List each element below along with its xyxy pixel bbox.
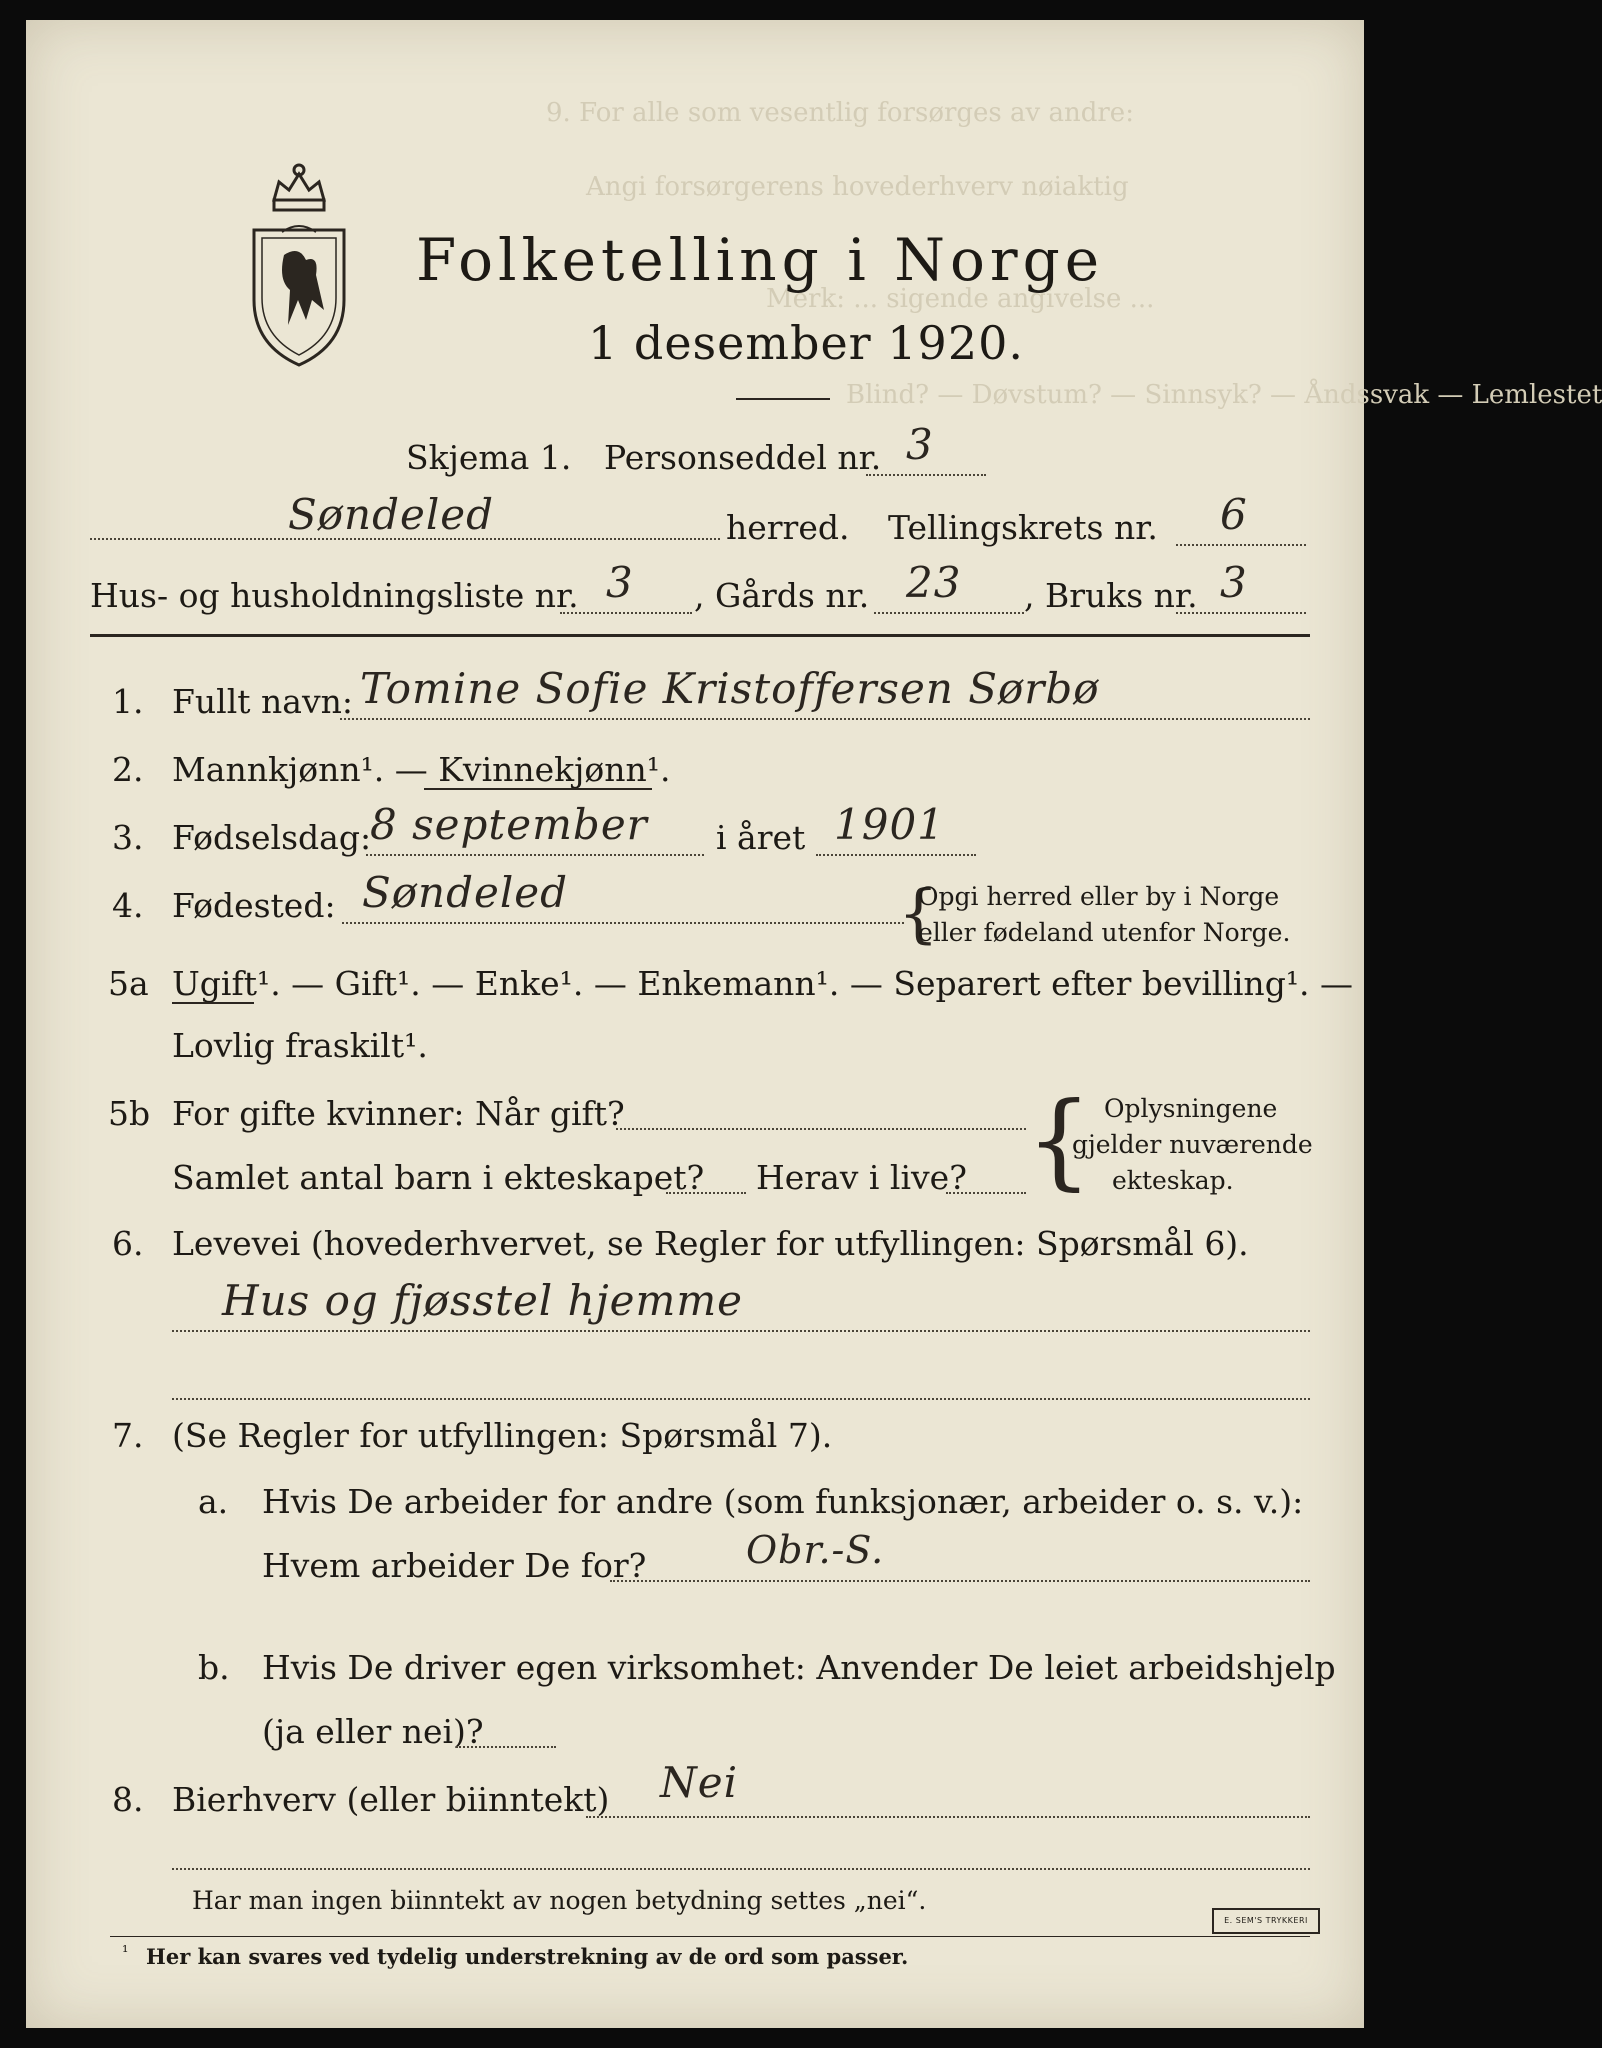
- side-income-field-line2[interactable]: [172, 1868, 1310, 1870]
- tellingskrets-value: 6: [1220, 490, 1248, 539]
- q5b-children-label: Samlet antal barn i ekteskapet?: [172, 1158, 705, 1197]
- q8-number: 8.: [112, 1780, 144, 1819]
- q2-number: 2.: [112, 750, 144, 789]
- q8-label: Bierhverv (eller biinntekt): [172, 1780, 610, 1819]
- side-income-field[interactable]: [586, 1816, 1310, 1818]
- side-income-value: Nei: [660, 1758, 739, 1807]
- birthdate-field[interactable]: [366, 854, 704, 856]
- birthyear-field[interactable]: [816, 854, 976, 856]
- herred-value: Søndeled: [288, 490, 495, 539]
- birthyear-value: 1901: [834, 800, 945, 849]
- bleed-through-text: 9. For alle som vesentlig forsørges av andre:: [546, 98, 1134, 128]
- children-count-field[interactable]: [666, 1192, 746, 1194]
- q5b-note-line1: Oplysningene: [1104, 1094, 1278, 1123]
- full-name-value: Tomine Sofie Kristoffersen Sørbø: [360, 664, 1100, 713]
- ugift-underline: [172, 1002, 254, 1004]
- q1-label: Fullt navn:: [172, 682, 353, 721]
- q7-label: (Se Regler for utfyllingen: Spørsmål 7).: [172, 1416, 833, 1455]
- q6-number: 6.: [112, 1224, 144, 1263]
- footnote-mark: ¹: [122, 1942, 129, 1961]
- personseddel-value: 3: [906, 420, 934, 469]
- tellingskrets-label: Tellingskrets nr.: [888, 508, 1158, 547]
- hus-value: 3: [606, 558, 634, 607]
- printer-mark-logo: E. SEM'S TRYKKERI: [1212, 1908, 1320, 1934]
- gards-field[interactable]: [874, 612, 1024, 614]
- q4-note-line1: Opgi herred eller by i Norge: [918, 882, 1280, 911]
- norway-coat-of-arms-icon: [244, 160, 354, 370]
- marriage-date-field[interactable]: [616, 1128, 1026, 1130]
- footnote-divider: [110, 1936, 1310, 1937]
- hired-help-field[interactable]: [456, 1746, 556, 1748]
- q7-number: 7.: [112, 1416, 144, 1455]
- q5a-number: 5a: [108, 964, 149, 1003]
- q3-label: Fødselsdag:: [172, 818, 372, 857]
- q7a-line2: Hvem arbeider De for?: [262, 1546, 647, 1585]
- children-alive-field[interactable]: [946, 1192, 1026, 1194]
- q5b-note-line2: gjelder nuværende: [1072, 1130, 1313, 1159]
- q7a-letter: a.: [198, 1482, 229, 1521]
- q5a-marital-options-cont[interactable]: Lovlig fraskilt¹.: [172, 1026, 428, 1065]
- bleed-through-text: Blind? — Døvstum? — Sinnsyk? — Åndssvak — Lemlestet: [846, 380, 1602, 410]
- footnote-text: Her kan svares ved tydelig understrekning av de ord som passer.: [146, 1944, 909, 1969]
- title-divider: [736, 398, 830, 400]
- personseddel-field[interactable]: [866, 474, 986, 476]
- bleed-through-text: Angi forsørgerens hovederhverv nøiaktig: [586, 172, 1129, 202]
- q7a-line1: Hvis De arbeider for andre (som funksjonær, arbeider o. s. v.):: [262, 1482, 1304, 1521]
- q4-note-line2: eller fødeland utenfor Norge.: [918, 918, 1291, 947]
- q7b-line1: Hvis De driver egen virksomhet: Anvender De leiet arbeidshjelp: [262, 1648, 1336, 1687]
- q1-number: 1.: [112, 682, 144, 721]
- q4-note-brace: {: [898, 877, 939, 951]
- birthdate-value: 8 september: [370, 800, 648, 849]
- q7b-letter: b.: [198, 1648, 230, 1687]
- gards-value: 23: [906, 558, 962, 607]
- q5b-number: 5b: [108, 1094, 151, 1133]
- q6-label: Levevei (hovederhvervet, se Regler for utfyllingen: Spørsmål 6).: [172, 1224, 1249, 1263]
- nei-instruction: Har man ingen biinntekt av nogen betydning settes „nei“.: [192, 1886, 927, 1915]
- q5b-line1: For gifte kvinner: Når gift?: [172, 1094, 625, 1133]
- census-form-page: [26, 20, 1602, 2028]
- hus-label: Hus- og husholdningsliste nr.: [90, 576, 579, 615]
- occupation-value: Hus og fjøsstel hjemme: [222, 1276, 744, 1325]
- q3-year-label: i året: [716, 818, 806, 857]
- form-date: 1 desember 1920.: [588, 316, 1024, 370]
- tellingskrets-field[interactable]: [1176, 544, 1306, 546]
- bruks-value: 3: [1220, 558, 1248, 607]
- kvinnekjonn-underline: [424, 788, 652, 790]
- form-title: Folketelling i Norge: [416, 226, 1105, 294]
- q5b-note-line3: ekteskap.: [1112, 1166, 1234, 1195]
- q5a-marital-options[interactable]: Ugift¹. — Gift¹. — Enke¹. — Enkemann¹. — Separert efter bevilling¹. —: [172, 964, 1354, 1003]
- q4-number: 4.: [112, 886, 144, 925]
- hus-field[interactable]: [560, 612, 692, 614]
- bruks-field[interactable]: [1176, 612, 1306, 614]
- occupation-field-line1[interactable]: [172, 1330, 1310, 1332]
- birthplace-value: Søndeled: [362, 868, 569, 917]
- header-divider: [90, 634, 1310, 637]
- bleed-through-text: Merk: ... sigende angivelse ...: [766, 284, 1155, 314]
- herred-label: herred.: [726, 508, 850, 547]
- q3-number: 3.: [112, 818, 144, 857]
- occupation-field-line2[interactable]: [172, 1398, 1310, 1400]
- bruks-label: , Bruks nr.: [1024, 576, 1198, 615]
- employer-value: Obr.-S.: [746, 1528, 885, 1572]
- q4-label: Fødested:: [172, 886, 336, 925]
- q2-gender-options[interactable]: Mannkjønn¹. — Kvinnekjønn¹.: [172, 750, 671, 789]
- q7b-line2: (ja eller nei)?: [262, 1712, 484, 1751]
- q5b-alive-label: Herav i live?: [756, 1158, 967, 1197]
- q5b-note-brace: {: [1026, 1079, 1093, 1201]
- full-name-field[interactable]: [340, 718, 1310, 720]
- gards-label: , Gårds nr.: [694, 576, 870, 615]
- birthplace-field[interactable]: [342, 922, 904, 924]
- employer-field[interactable]: [610, 1580, 1310, 1582]
- skjema-label: Skjema 1.: [406, 438, 572, 477]
- personseddel-label: Personseddel nr.: [604, 438, 882, 477]
